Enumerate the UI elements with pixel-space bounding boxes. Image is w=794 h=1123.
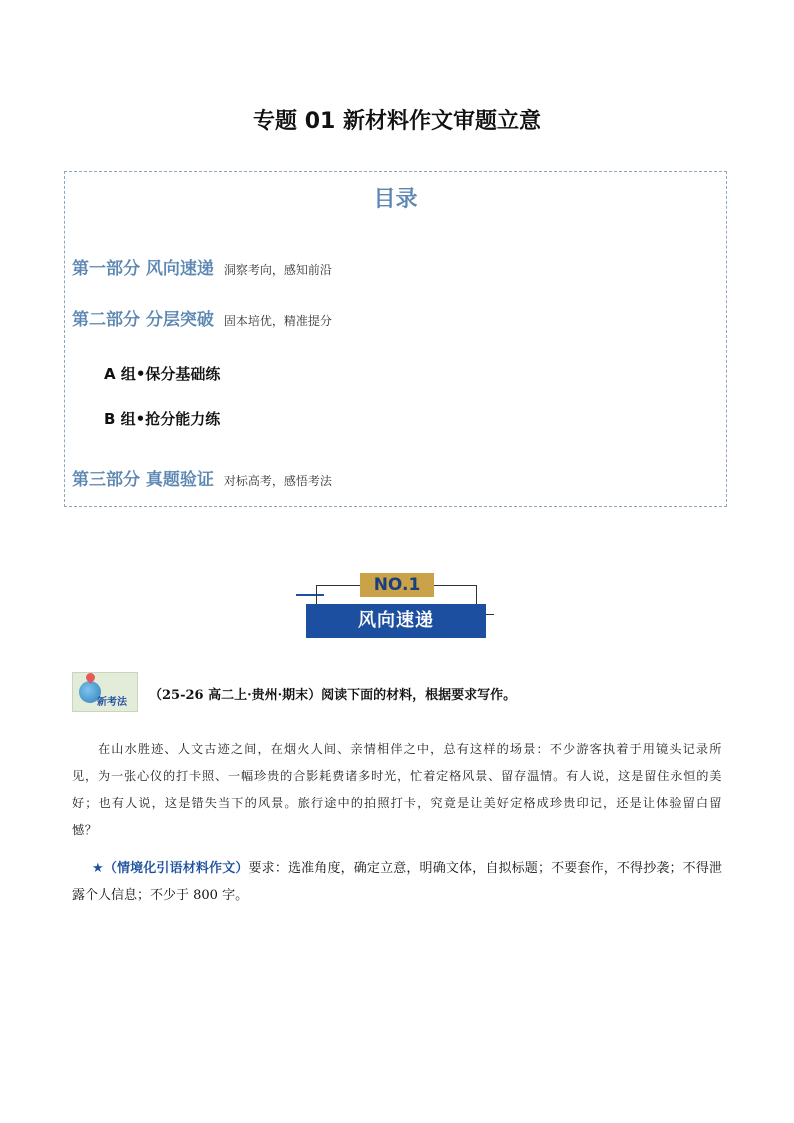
toc-heading: 目录 — [373, 187, 418, 212]
toc-group-b[interactable]: B 组•抢分能力练 — [104, 410, 221, 428]
page-title: 专题 01 新材料作文审题立意 — [253, 109, 541, 134]
requirement-paragraph — [72, 855, 722, 909]
question-source: （25-26 高二上·贵州·期末）阅读下面的材料，根据要求写作。 — [149, 688, 517, 703]
material-paragraph: 在山水胜迹、人文古迹之间，在烟火人间、亲情相伴之中，总有这样的场景：不少游客执着于用镜头记录所见，为一张心仪的打卡照、一幅珍贵的合影耗费诸多时光，忙着定格风景、留存温情。有人说，这是留住永恒的美好；也有人说，这是错失当下的风景。旅行途中的拍照打卡，究竟是让美好定格成珍贵印记，还是让体验留白留憾？ — [72, 742, 722, 837]
banner-label: 风向速递 — [306, 604, 486, 638]
table-of-contents — [64, 171, 727, 507]
toc-part-3[interactable] — [72, 465, 332, 490]
toc-part-subtitle: 固本培优，精准提分 — [223, 314, 332, 328]
badge-label: 新考法 — [97, 697, 127, 708]
toc-part-2[interactable] — [72, 305, 332, 330]
toc-group-a[interactable]: A 组•保分基础练 — [104, 365, 221, 383]
toc-part-title: 第二部分 分层突破 — [72, 310, 214, 330]
toc-part-subtitle: 洞察考向，感知前沿 — [223, 263, 332, 277]
toc-part-title: 第一部分 风向速递 — [72, 259, 214, 279]
requirement-genre: （情境化引语材料作文） — [103, 861, 249, 876]
banner-decor-line — [486, 614, 494, 615]
requirement-text: 要求：选准角度，确定立意，明确文体，自拟标题；不要套作，不得抄袭；不得泄露个人信息；不少于 800 字。 — [72, 861, 722, 903]
star-icon: ★ — [92, 861, 104, 876]
new-exam-badge — [72, 672, 138, 712]
section-banner — [296, 573, 496, 643]
banner-number: NO.1 — [360, 573, 434, 597]
toc-part-subtitle: 对标高考，感悟考法 — [223, 474, 332, 488]
toc-part-1[interactable] — [72, 254, 332, 279]
toc-part-title: 第三部分 真题验证 — [72, 470, 214, 490]
